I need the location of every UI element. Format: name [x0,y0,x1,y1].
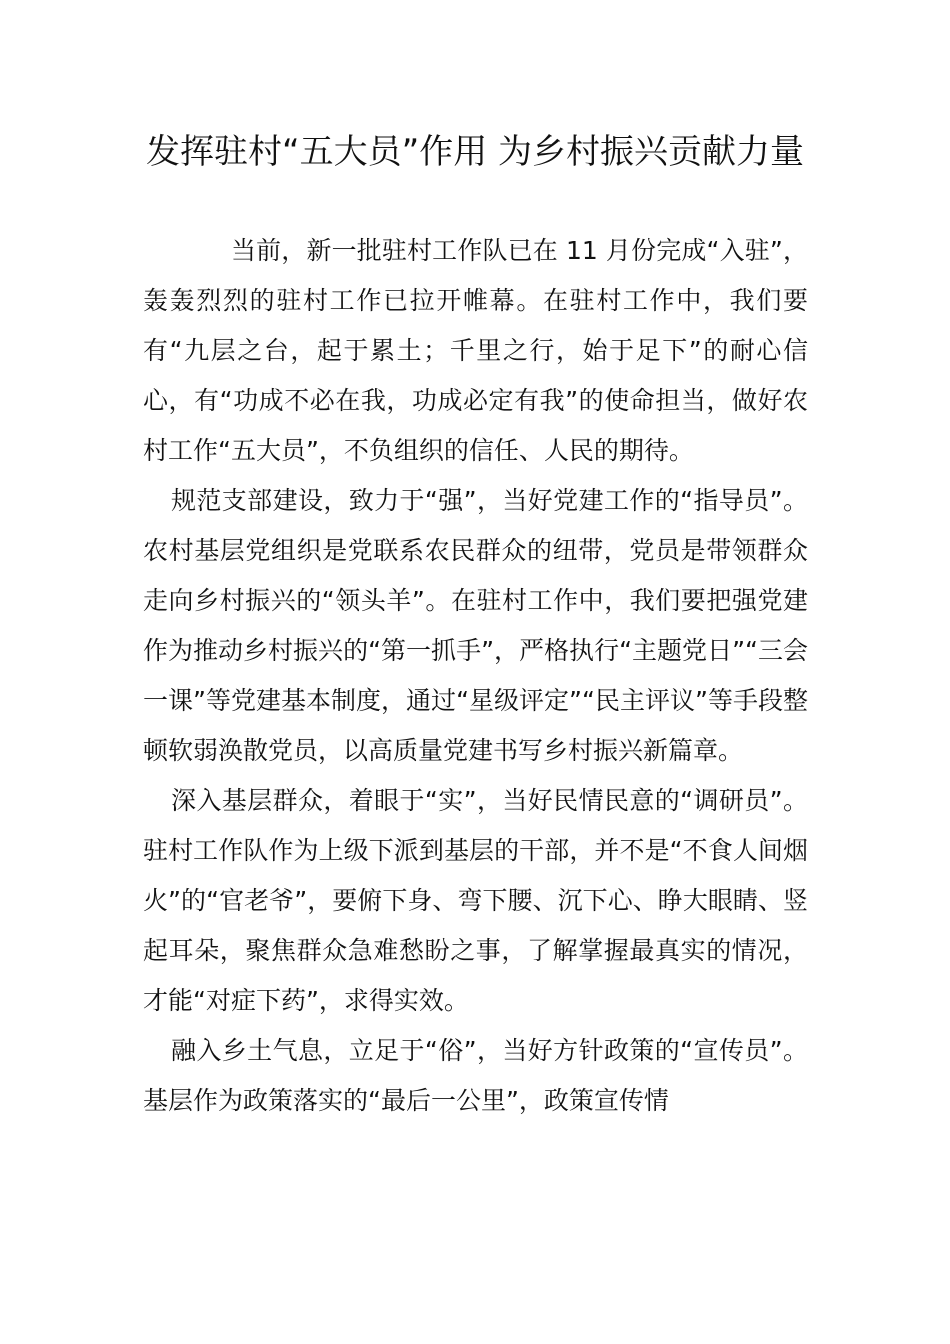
paragraph-party-building: 规范支部建设，致力于“强”，当好党建工作的“指导员”。农村基层党组织是党联系农民群众的纽带，党员是带领群众走向乡村振兴的“领头羊”。在驻村工作中，我们要把强党建作为推动乡村振兴的“第一抓手”，严格执行“主题党日”“三会一课”等党建基本制度，通过“星级评定”“民主评议”等手段整顿软弱涣散党员，以高质量党建书写乡村振兴新篇章。 [143,486,808,765]
paragraph-intro: 当前，新一批驻村工作队已在 11 月份完成“入驻”，轰轰烈烈的驻村工作已拉开帷幕。在驻村工作中，我们要有“九层之台，起于累土；千里之行，始于足下”的耐心信心，有“功成不必在我，功成必定有我”的使命担当，做好农村工作“五大员”，不负组织的信任、人民的期待。 [143,236,808,465]
document-body [143,226,808,1126]
paragraph-research: 深入基层群众，着眼于“实”，当好民情民意的“调研员”。驻村工作队作为上级下派到基层的干部，并不是“不食人间烟火”的“官老爷”，要俯下身、弯下腰、沉下心、睁大眼睛、竖起耳朵，聚焦群众急难愁盼之事，了解掌握最真实的情况，才能“对症下药”，求得实效。 [143,786,808,1015]
document-title: 发挥驻村“五大员”作用 为乡村振兴贡献力量 [145,132,805,172]
paragraph-publicity: 融入乡土气息，立足于“俗”，当好方针政策的“宣传员”。基层作为政策落实的“最后一公里”，政策宣传情 [143,1036,808,1115]
